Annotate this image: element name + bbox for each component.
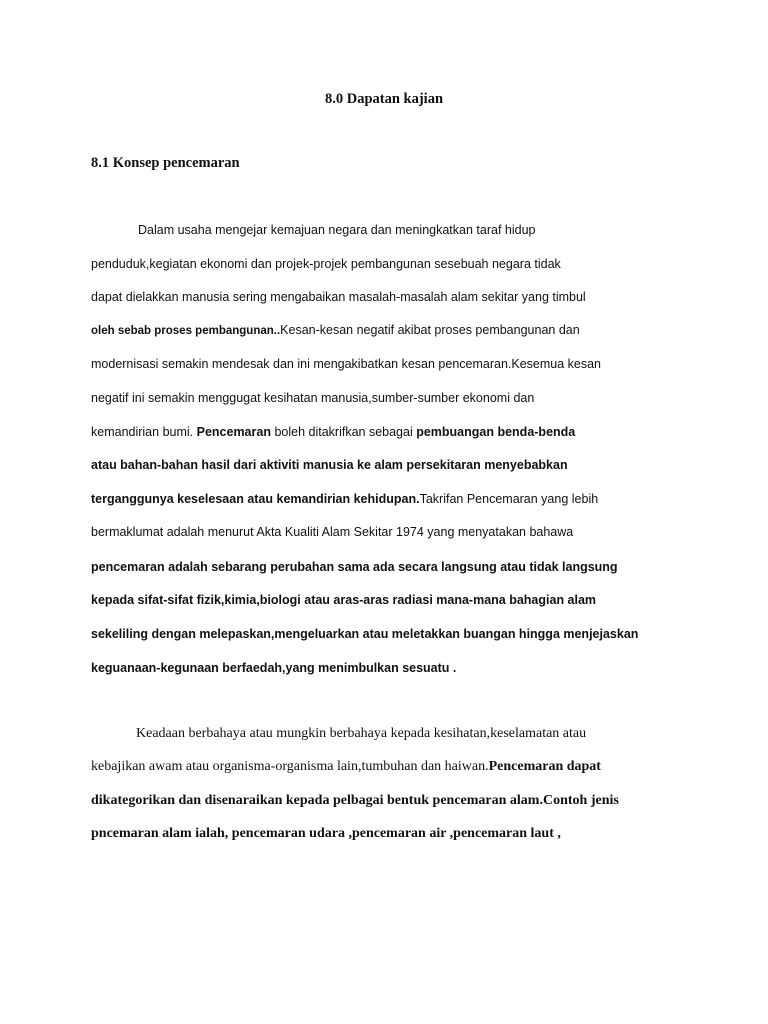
paragraph-line: Dalam usaha mengejar kemajuan negara dan meningkatkan taraf hidup (138, 223, 536, 237)
paragraph-line: pncemaran alam ialah, pencemaran udara ,pencemaran air ,pencemaran laut , (91, 826, 561, 841)
text-run: kebajikan awam atau organisma-organisma lain,tumbuhan dan haiwan. (91, 759, 489, 774)
paragraph-line (91, 320, 580, 341)
paragraph-line: Keadaan berbahaya atau mungkin berbahaya kepada kesihatan,keselamatan atau (136, 726, 587, 741)
paragraph-line (91, 757, 601, 777)
paragraph-line: penduduk,kegiatan ekonomi dan projek-projek pembangunan sesebuah negara tidak (91, 257, 561, 271)
paragraph-line (91, 422, 575, 442)
bold-phrase: pembuangan benda-benda (416, 425, 576, 439)
bold-phrase: terganggunya keselesaan atau kemandirian kehidupan. (91, 492, 420, 506)
bold-phrase: Pencemaran (196, 425, 271, 439)
paragraph-line: sekeliling dengan melepaskan,mengeluarkan atau meletakkan buangan hingga menjejaskan (91, 627, 639, 641)
paragraph-line: dikategorikan dan disenaraikan kepada pelbagai bentuk pencemaran alam.Contoh jenis (91, 793, 619, 808)
paragraph-line: negatif ini semakin menggugat kesihatan manusia,sumber-sumber ekonomi dan (91, 391, 535, 405)
paragraph-line: keguanaan-kegunaan berfaedah,yang menimbulkan sesuatu . (91, 661, 457, 675)
paragraph-line: modernisasi semakin mendesak dan ini mengakibatkan kesan pencemaran.Kesemua kesan (91, 357, 602, 371)
paragraph-line: bermaklumat adalah menurut Akta Kualiti Alam Sekitar 1974 yang menyatakan bahawa (91, 525, 574, 539)
section-heading: 8.1 Konsep pencemaran (91, 155, 240, 171)
paragraph-line: atau bahan-bahan hasil dari aktiviti manusia ke alam persekitaran menyebabkan (91, 458, 568, 472)
bold-phrase: Pencemaran dapat (488, 759, 601, 774)
text-run: kemandirian bumi. (91, 425, 197, 439)
page-title: 8.0 Dapatan kajian (324, 91, 444, 107)
paragraph-line (91, 489, 598, 509)
paragraph-line: pencemaran adalah sebarang perubahan sama ada secara langsung atau tidak langsung (91, 560, 618, 574)
bold-phrase: oleh sebab proses pembangunan.. (91, 325, 281, 337)
text-run: Kesan-kesan negatif akibat proses pembangunan dan (280, 323, 580, 337)
paragraph-line: kepada sifat-sifat fizik,kimia,biologi atau aras-aras radiasi mana-mana bahagian alam (91, 593, 597, 607)
text-run: boleh ditakrifkan sebagai (270, 425, 417, 439)
text-run: Takrifan Pencemaran yang lebih (419, 492, 599, 506)
paragraph-line: dapat dielakkan manusia sering mengabaikan masalah-masalah alam sekitar yang timbul (91, 290, 586, 304)
